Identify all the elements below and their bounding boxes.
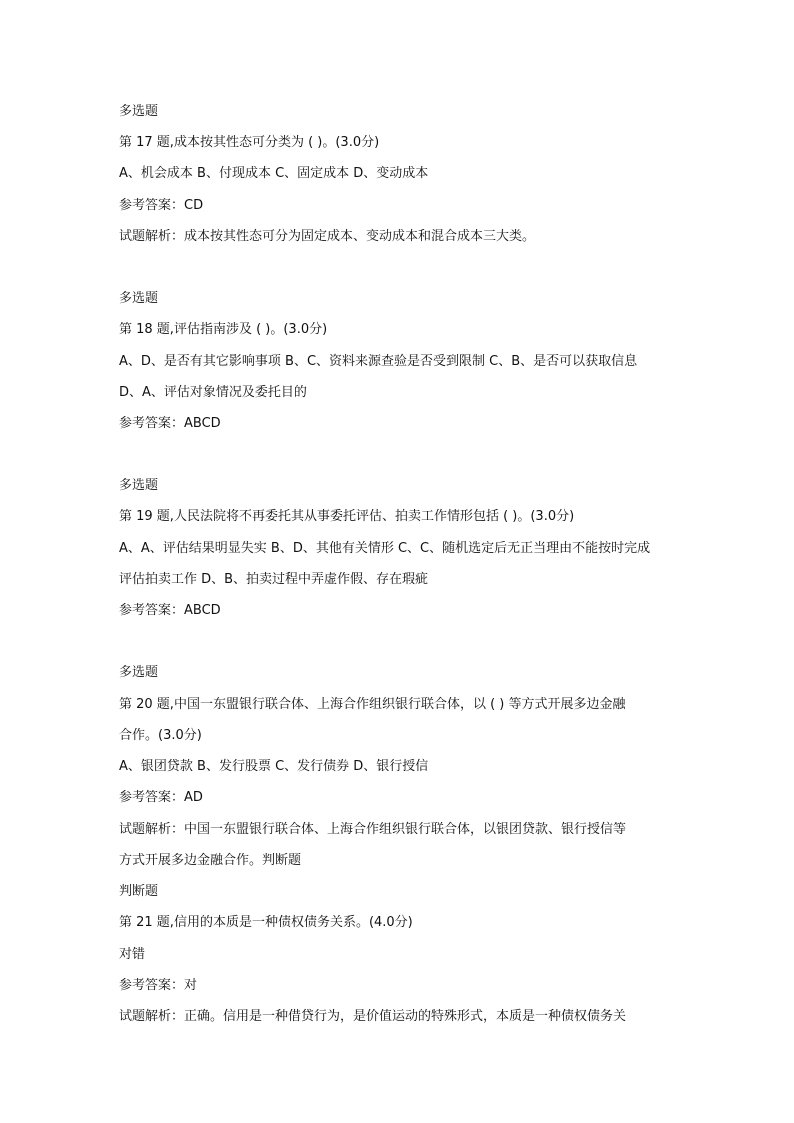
question-21-explanation: 试题解析：正确。信用是一种借贷行为，是价值运动的特殊形式，本质是一种债权债务关 (119, 1009, 627, 1024)
question-18-text: 第 18 题,评估指南涉及 ( )。(3.0分) (119, 322, 328, 337)
question-19-options-cont: 评估拍卖工作 D、B、拍卖过程中弄虚作假、存在瑕疵 (119, 572, 429, 587)
question-20-explanation: 试题解析：中国一东盟银行联合体、上海合作组织银行联合体，以银团贷款、银行授信等 (119, 822, 627, 837)
question-18-answer: 参考答案：ABCD (119, 416, 221, 431)
question-17-options: A、机会成本 B、付现成本 C、固定成本 D、变动成本 (119, 166, 429, 181)
section-heading-multiple-choice: 多选题 (119, 291, 159, 306)
question-21-options: 对错 (119, 947, 146, 962)
section-heading-multiple-choice: 多选题 (119, 665, 159, 680)
question-19-answer: 参考答案：ABCD (119, 603, 221, 618)
question-21-answer: 参考答案：对 (119, 978, 198, 993)
section-heading-true-false: 判断题 (119, 884, 159, 899)
question-20-text: 第 20 题,中国一东盟银行联合体、上海合作组织银行联合体，以 ( ) 等方式开展多边金融 (119, 697, 626, 712)
question-20-answer: 参考答案：AD (119, 790, 203, 805)
question-17-answer: 参考答案：CD (119, 198, 204, 213)
question-19-options: A、A、评估结果明显失实 B、D、其他有关情形 C、C、随机选定后无正当理由不能按时完成 (119, 541, 651, 556)
question-19-text: 第 19 题,人民法院将不再委托其从事委托评估、拍卖工作情形包括 ( )。(3.0分) (119, 509, 575, 524)
question-20-explanation-cont: 方式开展多边金融合作。判断题 (119, 853, 302, 868)
question-20-text-cont: 合作。(3.0分) (119, 728, 202, 743)
question-17-text: 第 17 题,成本按其性态可分类为 ( )。(3.0分) (119, 135, 380, 150)
question-21-text: 第 21 题,信用的本质是一种债权债务关系。(4.0分) (119, 915, 413, 930)
section-heading-multiple-choice: 多选题 (119, 478, 159, 493)
question-18-options: A、D、是否有其它影响事项 B、C、资料来源查验是否受到限制 C、B、是否可以获取信息 (119, 354, 638, 369)
question-20-options: A、银团贷款 B、发行股票 C、发行债券 D、银行授信 (119, 759, 429, 774)
question-17-explanation: 试题解析：成本按其性态可分为固定成本、变动成本和混合成本三大类。 (119, 229, 536, 244)
question-18-options-cont: D、A、评估对象情况及委托目的 (119, 385, 307, 400)
section-heading-multiple-choice: 多选题 (119, 104, 159, 119)
